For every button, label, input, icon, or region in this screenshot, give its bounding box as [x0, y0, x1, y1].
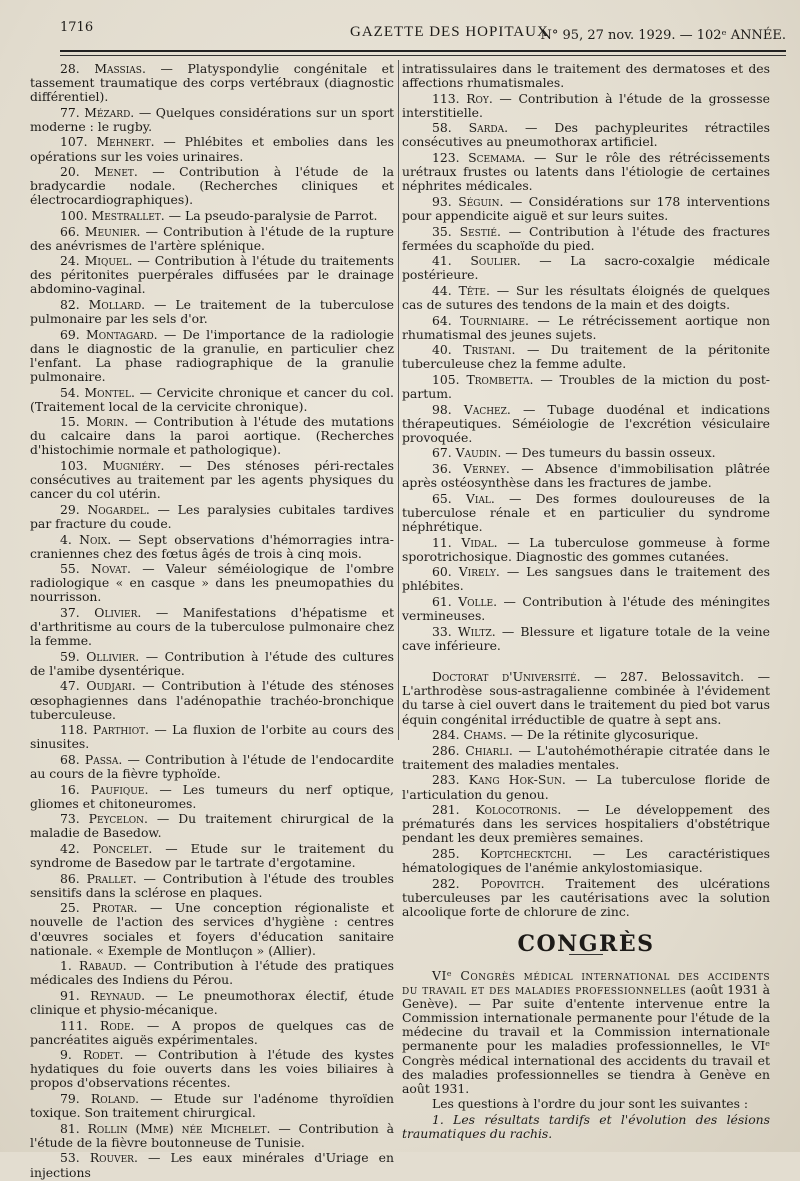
- entry-author: Popovitch.: [480, 875, 545, 891]
- entry-title: — La tuberculose gommeuse à forme sporotrichosique. Diagnostic des gommes cutanées.: [402, 534, 770, 564]
- entry-number: 4.: [60, 531, 72, 547]
- entry-author: Séguin.: [458, 193, 504, 209]
- header-rule-thin: [60, 55, 786, 56]
- list-item: [402, 670, 770, 726]
- entry-title: — La pseudo-paralysie de Parrot.: [164, 207, 378, 223]
- entry-number: 73.: [60, 811, 80, 827]
- entry-author: Protar.: [92, 900, 138, 916]
- entry-title: — Sur les résultats éloignés de quelques cas de sutures des tendons de la main et des doigts.: [402, 282, 770, 312]
- list-item: [402, 254, 770, 282]
- list-item: [30, 62, 394, 104]
- congres-title: CONGRÈS: [517, 930, 655, 957]
- thesis-list-continued: [402, 62, 770, 653]
- entry-author: Chiarli.: [465, 742, 513, 758]
- entry-title: — Blessure et ligature totale de la veine cave inférieure.: [402, 623, 770, 653]
- journal-title: GAZETTE DES HOPITAUX: [350, 24, 549, 40]
- entry-title: — Contribution à l'étude des pratiques médicales des Indiens du Pérou.: [30, 958, 394, 988]
- entry-author: Kang Hok-Sun.: [468, 772, 566, 788]
- list-item: [402, 492, 770, 534]
- entry-title: — Contribution à l'étude des kystes hydatiques du foie ouverts dans les voies biliaires à propos d'observations récentes.: [30, 1047, 394, 1091]
- entry-number: 285.: [432, 845, 460, 861]
- entry-title: intratissulaires dans le traitement des dermatoses et des affections rhumatismales.: [402, 61, 770, 91]
- entry-author: Soulier.: [470, 253, 521, 269]
- entry-title: — Contribution à l'étude des cultures de l'amibe dysentérique.: [30, 648, 394, 678]
- entry-number: 41.: [432, 253, 452, 269]
- entry-author: Montel.: [84, 384, 135, 400]
- entry-title: — Contribution à l'étude de la bradycardie nodale. (Recherches cliniques et électrocardiographiques).: [30, 164, 394, 208]
- entry-title: — La sacro-coxalgie médicale postérieure.: [402, 253, 770, 283]
- entry-author: Vidal.: [461, 534, 498, 550]
- entry-title: — Une conception régionaliste et nouvelle de l'action des services d'hygiène : centres d'œuvres sociales et foyers d'éducation sanitaire nationale. « Exemple de Montluçon » (Allier).: [30, 900, 394, 958]
- congres-paragraph: [402, 969, 770, 1096]
- entry-number: 113.: [432, 90, 460, 106]
- entry-author: Miquel.: [84, 253, 133, 269]
- entry-number: 60.: [432, 564, 452, 580]
- entry-title: — Des pachypleurites rétractiles consécutives au pneumothorax artificiel.: [402, 120, 770, 150]
- list-item: [402, 225, 770, 253]
- list-item: [402, 343, 770, 371]
- entry-title: — De l'importance de la radiologie dans le diagnostic de la granulie, en particulier chez l'enfant. La phase radiographique de la granulie pulmonaire.: [30, 326, 394, 384]
- list-item: [402, 565, 770, 593]
- entry-author: Trombetta.: [466, 371, 534, 387]
- entry-number: 98.: [432, 401, 452, 417]
- entry-title: — Contribution à l'étude des méningites vermineuses.: [402, 593, 770, 623]
- list-item: [402, 803, 770, 845]
- list-item: [30, 989, 394, 1017]
- entry-title: — Le rétrécissement aortique non rhumatismal des jeunes sujets.: [402, 312, 770, 342]
- list-item: [30, 225, 394, 253]
- entry-number: 86.: [60, 870, 80, 886]
- list-item: [30, 135, 394, 163]
- entry-title: — Contribution à l'étude de la grossesse interstitielle.: [402, 90, 770, 120]
- entry-title: — Les caractéristiques hématologiques de l'anémie ankylostomiasique.: [402, 845, 770, 875]
- entry-title: — Les eaux minérales d'Uriage en injections: [30, 1150, 394, 1180]
- entry-title: — Le pneumothorax électif, étude clinique et physio-mécanique.: [30, 987, 394, 1017]
- entry-title: — Des sténoses péri-rectales consécutives au traitement par les agents physiques du cancer du col utérin.: [30, 458, 394, 502]
- list-item: [30, 254, 394, 296]
- entry-title: — Tubage duodénal et indications thérapeutiques. Séméiologie de l'excrétion vésiculaire provoquée.: [402, 401, 770, 445]
- list-item: [30, 1151, 394, 1179]
- entry-number: 9.: [60, 1047, 72, 1063]
- entry-title: — Les tumeurs du nerf optique, gliomes et chitoneuromes.: [30, 781, 394, 811]
- list-item: [402, 92, 770, 120]
- entry-number: 66.: [60, 223, 80, 239]
- entry-author: Nogardel.: [87, 501, 150, 517]
- entry-title: — Contribution à l'étude de l'endocardite au cours de la fièvre typhoïde.: [30, 751, 394, 781]
- list-item: [402, 284, 770, 312]
- entry-author: Tristani.: [463, 342, 516, 358]
- entry-author: Roy.: [466, 90, 493, 106]
- entry-number: 55.: [60, 561, 80, 577]
- entry-number: 59.: [60, 648, 80, 664]
- entry-number: 283.: [432, 772, 460, 788]
- entry-author: Morin.: [86, 414, 129, 430]
- list-item: [30, 872, 394, 900]
- entry-author: Koptchecktchi.: [480, 845, 573, 861]
- entry-title: — Valeur séméiologique de l'ombre radiologique « en casque » dans les pneumopathies du nourrisson.: [30, 561, 394, 605]
- doctorat-list: [402, 670, 770, 919]
- left-column: [30, 62, 394, 1181]
- entry-author: Novat.: [91, 561, 131, 577]
- entry-title: — De la rétinite glycosurique.: [506, 727, 699, 743]
- entry-title: — Sur le rôle des rétrécissements urétraux frustes ou latents dans l'étiologie de certaines néphrites médicales.: [402, 150, 770, 194]
- list-item: [402, 462, 770, 490]
- entry-author: Volle.: [458, 593, 498, 609]
- list-item: [402, 121, 770, 149]
- entry-number: 33.: [432, 623, 452, 639]
- entry-author: Doctorat d'Université.: [432, 669, 581, 685]
- list-item: [402, 847, 770, 875]
- entry-author: Rabaud.: [79, 958, 127, 974]
- entry-author: Meunier.: [84, 223, 141, 239]
- entry-author: Rodet.: [82, 1047, 124, 1063]
- entry-author: Prallet.: [86, 870, 137, 886]
- entry-author: Mollard.: [88, 297, 146, 312]
- entry-title: — Le développement des prématurés dans les services hospitaliers d'obstétrique pendant les deux premières semaines.: [402, 802, 770, 846]
- list-item: [30, 165, 394, 207]
- list-item: [30, 959, 394, 987]
- list-item: [402, 195, 770, 223]
- entry-author: Wiltz.: [457, 623, 496, 639]
- entry-author: Poncelet.: [92, 840, 153, 856]
- list-item: [30, 386, 394, 414]
- list-item: [30, 533, 394, 561]
- entry-number: 58.: [432, 120, 452, 136]
- entry-author: Paufique.: [90, 781, 149, 797]
- page-header: [60, 18, 786, 48]
- entry-number: 40.: [432, 342, 452, 358]
- entry-author: Kolocotronis.: [475, 802, 562, 818]
- entry-number: 24.: [60, 253, 80, 269]
- entry-title: — Etude sur l'adénome thyroïdien toxique. Son traitement chirurgical.: [30, 1091, 394, 1121]
- entry-title: — Contribution à l'étude du traitements des péritonites puerpérales diffusées par le drainage abdomino-vaginal.: [30, 253, 394, 297]
- list-item: [30, 783, 394, 811]
- list-item: [30, 650, 394, 678]
- entry-number: 44.: [432, 282, 452, 298]
- header-rule-thick: [60, 50, 786, 52]
- entry-author: Rollin (Mme) née Michelet.: [87, 1120, 271, 1136]
- issue-info: N° 95, 27 nov. 1929. — 102ᵉ ANNÉE.: [540, 28, 786, 43]
- entry-title: — Phlébites et embolies dans les opérations sur les voies urinaires.: [30, 134, 394, 164]
- entry-title: — La tuberculose floride de l'articulation du genou.: [402, 772, 770, 802]
- entry-author: Tourniaire.: [460, 312, 529, 328]
- list-item: [30, 901, 394, 957]
- list-item: [30, 562, 394, 604]
- entry-number: 36.: [432, 461, 452, 477]
- entry-number: 107.: [60, 134, 88, 150]
- list-item: [402, 446, 770, 460]
- entry-number: 68.: [60, 751, 80, 767]
- list-item: [30, 1122, 394, 1150]
- right-column: [402, 62, 770, 1143]
- entry-author: Passa.: [84, 751, 123, 767]
- entry-author: Reynaud.: [90, 987, 146, 1003]
- list-item: [402, 403, 770, 445]
- entry-number: 29.: [60, 501, 80, 517]
- list-item: [402, 728, 770, 742]
- entry-author: Rode.: [100, 1017, 135, 1033]
- entry-title: — Du traitement de la péritonite tuberculeuse chez la femme adulte.: [402, 342, 770, 372]
- list-item: [402, 877, 770, 919]
- entry-author: Mézard.: [84, 104, 135, 120]
- entry-author: Olivier.: [94, 604, 142, 620]
- entry-title: Traitement des ulcérations tuberculeuses par les cautérisations avec la solution alcoolique forte de chlorure de zinc.: [402, 875, 770, 919]
- entry-author: Noix.: [79, 531, 112, 547]
- entry-title: — Considérations sur 178 interventions pour appendicite aiguë et sur leurs suites.: [402, 193, 770, 223]
- entry-title: — L'autohémothérapie citratée dans le traitement des maladies mentales.: [402, 742, 770, 772]
- entry-title: — Contribution à l'étude de la fièvre boutonneuse de Tunisie.: [30, 1120, 394, 1150]
- entry-title: — 287. Belossavitch. — L'arthrodèse sous-astragalienne combinée à l'évidement du tarse à ciel ouvert dans le traitement du pied bot varus équin congénital irréductible de quatre à sept ans.: [402, 669, 770, 727]
- congres-intro: (août 1931 à Genève). — Par suite d'entente intervenue entre la Commission internationale permanente pour l'étude de la médecine du travail et la Commission internationale permanente pour les maladies professionnelles, le VIᵉ Congrès médical international des accidents du travail et des maladies professionnelles se tiendra à Genève en août 1931.: [402, 982, 770, 1096]
- entry-number: 25.: [60, 900, 80, 916]
- list-item: [30, 209, 394, 223]
- entry-author: Vachez.: [463, 401, 511, 417]
- entry-number: 118.: [60, 722, 88, 738]
- entry-author: Vial.: [465, 490, 495, 506]
- list-item: [402, 151, 770, 193]
- list-item: [30, 1092, 394, 1120]
- entry-number: 64.: [432, 312, 452, 328]
- entry-title: — Manifestations d'hépatisme et d'arthritisme au cours de la tuberculose pulmonaire chez la femme.: [30, 604, 394, 649]
- entry-author: Verney.: [463, 461, 510, 477]
- entry-number: 103.: [60, 458, 88, 474]
- entry-title: — Le traitement de la tuberculose pulmonaire par les sels d'or.: [30, 297, 394, 327]
- congres-question-1: 1. Les résultats tardifs et l'évolution des lésions traumatiques du rachis.: [402, 1111, 770, 1141]
- list-item: [30, 723, 394, 751]
- entry-title: — Absence d'immobilisation plâtrée après ostéosynthèse dans les fractures de jambe.: [402, 461, 770, 491]
- entry-title: — Contribution à l'étude des sténoses œsophagiennes dans l'adénopathie trachéo-bronchique tuberculeuse.: [30, 678, 394, 722]
- entry-number: 79.: [60, 1091, 80, 1107]
- entry-number: 123.: [432, 150, 460, 166]
- entry-author: Oudjari.: [86, 678, 136, 694]
- entry-number: 91.: [60, 987, 80, 1003]
- list-item: [30, 106, 394, 134]
- entry-number: 65.: [432, 490, 452, 506]
- entry-author: Mugniéry.: [102, 458, 165, 474]
- entry-number: 281.: [432, 802, 460, 818]
- entry-author: Parthiot.: [92, 722, 150, 738]
- entry-title: — Contribution à l'étude des troubles sensitifs dans la sclérose en plaques.: [30, 870, 394, 900]
- entry-number: 54.: [60, 384, 80, 400]
- entry-author: Mehnert.: [96, 134, 155, 150]
- entry-title: — Quelques considérations sur un sport moderne : le rugby.: [30, 104, 394, 134]
- entry-title: — Sept observations d'hémorragies intra-craniennes chez des fœtus âgés de trois à cinq mois.: [30, 531, 394, 561]
- entry-number: 15.: [60, 414, 80, 430]
- entry-author: Massias.: [94, 61, 146, 76]
- entry-number: 11.: [432, 534, 452, 550]
- list-item: [30, 328, 394, 384]
- list-item: [30, 1048, 394, 1090]
- list-item: [30, 753, 394, 781]
- entry-number: 42.: [60, 840, 80, 856]
- congres-heading: VIᵉ Congrès médical international des accidents du travail et des maladies professionnelles: [402, 967, 770, 998]
- list-item: [30, 459, 394, 501]
- entry-number: 93.: [432, 193, 452, 209]
- list-item: [402, 536, 770, 564]
- entry-number: 1.: [60, 958, 72, 974]
- entry-title: — Platyspondylie congénitale et tassement traumatique des corps vertébraux (diagnostic différentiel).: [30, 61, 394, 105]
- entry-title: — Les sangsues dans le traitement des phlébites.: [402, 564, 770, 594]
- entry-title: — Contribution à l'étude de la rupture des anévrismes de l'artère splénique.: [30, 223, 394, 253]
- entry-title: — Etude sur le traitement du syndrome de Basedow par le tartrate d'ergotamine.: [30, 840, 394, 871]
- entry-author: Montagard.: [86, 326, 158, 342]
- entry-author: Sestié.: [459, 223, 501, 239]
- section-gap: [402, 654, 770, 670]
- list-item: [402, 625, 770, 653]
- entry-number: 284.: [432, 727, 460, 743]
- entry-title: — Contribution à l'étude des fractures fermées du scaphoïde du pied.: [402, 223, 770, 253]
- entry-number: 28.: [60, 61, 80, 76]
- entry-author: Peycelon.: [88, 811, 148, 827]
- entry-number: 105.: [432, 371, 460, 387]
- congres-questions-intro: Les questions à l'ordre du jour sont les suivantes :: [432, 1096, 749, 1112]
- entry-author: Scemama.: [468, 150, 526, 166]
- list-item: [402, 773, 770, 801]
- list-item: [30, 1019, 394, 1047]
- entry-number: 111.: [60, 1017, 88, 1033]
- entry-title: — A propos de quelques cas de pancréatites aiguës expérimentales.: [30, 1017, 394, 1047]
- entry-number: 82.: [60, 297, 80, 312]
- entry-number: 100.: [60, 207, 88, 223]
- entry-number: 282.: [432, 875, 460, 891]
- entry-author: Tête.: [458, 282, 490, 298]
- entry-author: Roland.: [90, 1091, 140, 1107]
- entry-title: — Cervicite chronique et cancer du col. (Traitement local de la cervicite chronique).: [30, 384, 394, 414]
- list-item: [402, 373, 770, 401]
- entry-title: — Du traitement chirurgical de la maladie de Basedow.: [30, 811, 394, 841]
- entry-title: — Contribution à l'étude des mutations du calcaire dans la paroi aortique. (Recherches d'histochimie normale et pathologique).: [30, 414, 394, 458]
- entry-number: 69.: [60, 326, 80, 342]
- entry-number: 81.: [60, 1120, 80, 1136]
- entry-author: Mestrallet.: [91, 207, 165, 223]
- entry-author: Rouver.: [89, 1150, 138, 1166]
- entry-title: — Les paralysies cubitales tardives par fracture du coude.: [30, 501, 394, 531]
- list-item: [402, 314, 770, 342]
- entry-number: 61.: [432, 593, 452, 609]
- entry-number: 37.: [60, 604, 80, 620]
- entry-number: 47.: [60, 678, 80, 694]
- list-item: [402, 62, 770, 90]
- page-number: 1716: [60, 20, 94, 35]
- list-item: [30, 812, 394, 840]
- entry-author: Sarda.: [468, 120, 509, 136]
- entry-author: Virely.: [458, 564, 500, 580]
- entry-title: — La fluxion de l'orbite au cours des sinusites.: [30, 722, 394, 752]
- list-item: [30, 503, 394, 531]
- entry-author: Chams.: [463, 727, 507, 743]
- list-item: [30, 606, 394, 648]
- entry-author: Menet.: [94, 164, 138, 180]
- entry-author: Ollivier.: [86, 648, 140, 664]
- list-item: [402, 595, 770, 623]
- entry-number: 286.: [432, 742, 460, 758]
- entry-number: 20.: [60, 164, 80, 180]
- list-item: [30, 842, 394, 870]
- column-divider: [398, 60, 399, 740]
- list-item: [30, 298, 394, 326]
- entry-author: Vaudin.: [455, 445, 502, 461]
- list-item: [402, 744, 770, 772]
- entry-number: 67.: [432, 445, 452, 461]
- entry-title: — Troubles de la miction du post-partum.: [402, 371, 770, 402]
- entry-number: 53.: [60, 1150, 80, 1166]
- entry-title: — Des tumeurs du bassin osseux.: [501, 445, 716, 461]
- entry-number: 77.: [60, 104, 80, 120]
- entry-number: 35.: [432, 223, 452, 239]
- entry-title: — Des formes douloureuses de la tuberculose rénale et en particulier du syndrome néphrétique.: [402, 490, 770, 534]
- list-item: [30, 415, 394, 457]
- entry-number: 16.: [60, 781, 80, 797]
- list-item: [30, 679, 394, 721]
